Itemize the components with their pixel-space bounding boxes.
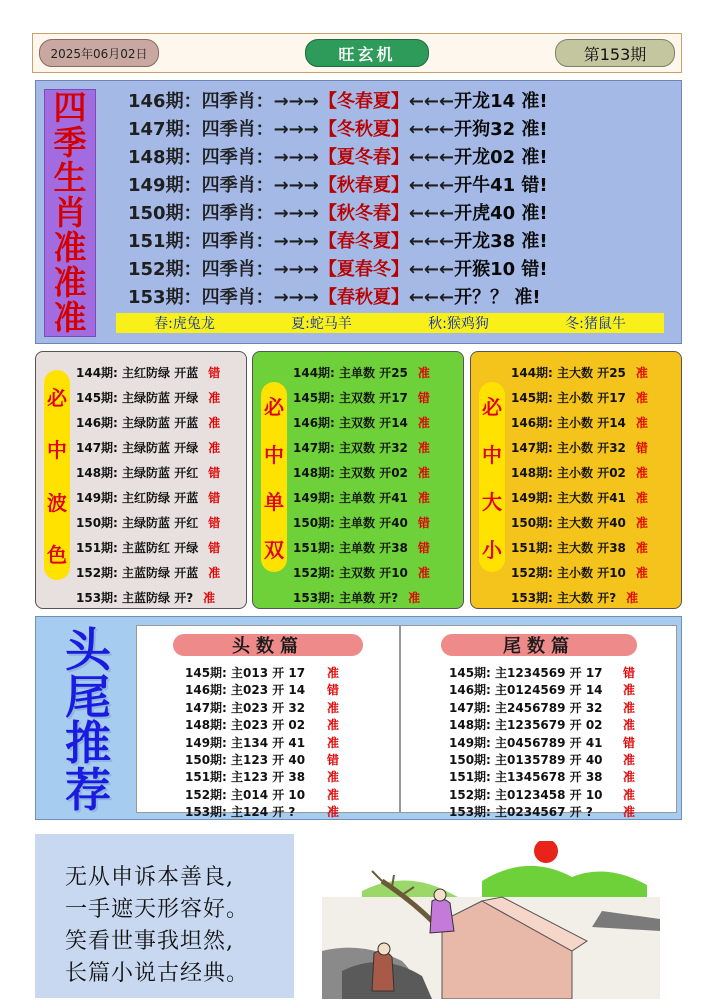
arrow-right: →→→ bbox=[273, 203, 319, 224]
row-text: 146期: 主绿防蓝 开蓝 bbox=[76, 416, 199, 430]
list-item bbox=[449, 664, 691, 681]
title-char: 头 bbox=[65, 623, 111, 678]
title-char: 准 bbox=[53, 298, 87, 338]
section-vertical-title bbox=[42, 623, 134, 817]
period-label: 150期： bbox=[128, 203, 202, 224]
arrow-right: →→→ bbox=[273, 259, 319, 280]
zodiac-set: 【秋冬春】 bbox=[318, 203, 409, 224]
prefix-label: 四季肖： bbox=[201, 203, 274, 224]
list-item bbox=[511, 439, 648, 456]
title-char: 小 bbox=[482, 537, 502, 562]
row-text: 153期: 主大数 开? bbox=[511, 591, 617, 605]
status-badge: 准 bbox=[208, 391, 221, 405]
row-text: 145期: 主013 开 17 bbox=[185, 666, 306, 680]
period-label: 146期： bbox=[128, 91, 202, 112]
status-badge: 准 bbox=[635, 466, 648, 480]
big-small-box bbox=[470, 351, 682, 609]
list-item bbox=[76, 464, 220, 481]
title-char: 必 bbox=[482, 395, 502, 420]
zodiac-row bbox=[128, 115, 548, 141]
title-char: 荐 bbox=[65, 762, 111, 817]
list-item bbox=[511, 589, 638, 606]
row-text: 153期: 主单数 开? bbox=[293, 591, 399, 605]
list-item bbox=[185, 716, 395, 733]
zodiac-row bbox=[128, 143, 548, 169]
title-char: 生 bbox=[53, 157, 87, 197]
list-item bbox=[449, 751, 691, 768]
legend-summer: 夏:蛇马羊 bbox=[291, 316, 352, 332]
row-text: 151期: 主1345678 开 38 bbox=[449, 770, 603, 785]
result-label: 开牛41 错! bbox=[454, 175, 548, 196]
row-text: 151期: 主蓝防红 开绿 bbox=[76, 541, 199, 555]
issue-label: 第153期 bbox=[555, 39, 675, 67]
status-badge: 准 bbox=[327, 735, 340, 750]
list-item bbox=[76, 439, 220, 456]
arrow-left: ←←← bbox=[408, 203, 455, 224]
status-badge: 准 bbox=[208, 566, 221, 580]
row-text: 148期: 主小数 开02 bbox=[511, 466, 626, 480]
poem-line: 长篇小说古经典。 bbox=[65, 961, 250, 986]
title-char: 色 bbox=[47, 543, 67, 568]
row-text: 153期: 主蓝防绿 开? bbox=[76, 591, 194, 605]
list-item bbox=[76, 539, 220, 556]
odd-even-box bbox=[252, 351, 464, 609]
list-item bbox=[76, 389, 220, 406]
list-item bbox=[293, 464, 430, 481]
row-text: 150期: 主绿防蓝 开红 bbox=[76, 516, 199, 530]
row-text: 148期: 主绿防蓝 开红 bbox=[76, 466, 199, 480]
period-label: 147期： bbox=[128, 119, 202, 140]
title-char: 推 bbox=[65, 716, 111, 771]
list-item bbox=[76, 514, 220, 531]
legend-spring: 春:虎兔龙 bbox=[154, 316, 215, 332]
row-text: 145期: 主1234569 开 17 bbox=[449, 666, 603, 680]
title-char: 波 bbox=[47, 490, 67, 515]
title-char: 准 bbox=[53, 263, 87, 303]
list-item bbox=[293, 389, 430, 406]
list-item bbox=[76, 489, 220, 506]
row-text: 152期: 主014 开 10 bbox=[185, 787, 306, 802]
row-text: 147期: 主小数 开32 bbox=[511, 441, 626, 455]
row-text: 150期: 主0135789 开 40 bbox=[449, 753, 603, 767]
row-text: 150期: 主123 开 40 bbox=[185, 753, 306, 767]
list-item bbox=[293, 364, 430, 381]
row-text: 152期: 主蓝防绿 开蓝 bbox=[76, 566, 199, 580]
status-badge: 错 bbox=[635, 441, 648, 455]
status-badge: 准 bbox=[623, 787, 636, 802]
prefix-label: 四季肖： bbox=[201, 175, 274, 196]
list-item bbox=[185, 699, 395, 716]
result-label: 开龙38 准! bbox=[454, 231, 548, 252]
page-title: 旺玄机 bbox=[305, 39, 429, 67]
title-char: 单 bbox=[264, 490, 284, 515]
box-vertical-title bbox=[44, 370, 70, 580]
row-text: 144期: 主单数 开25 bbox=[293, 366, 408, 380]
status-badge: 准 bbox=[635, 391, 648, 405]
arrow-left: ←←← bbox=[408, 231, 455, 252]
status-badge: 准 bbox=[417, 466, 430, 480]
row-text: 147期: 主2456789 开 32 bbox=[449, 700, 603, 715]
period-label: 152期： bbox=[128, 259, 202, 280]
row-text: 145期: 主小数 开17 bbox=[511, 391, 626, 405]
list-item bbox=[185, 734, 395, 751]
row-text: 145期: 主双数 开17 bbox=[293, 391, 408, 405]
row-text: 149期: 主单数 开41 bbox=[293, 491, 408, 505]
list-item bbox=[449, 803, 691, 820]
box-vertical-title bbox=[479, 382, 505, 572]
section-vertical-title bbox=[44, 89, 96, 337]
title-char: 必 bbox=[47, 385, 67, 410]
page-header bbox=[32, 33, 682, 73]
head-tail-section bbox=[35, 616, 682, 820]
row-text: 146期: 主小数 开14 bbox=[511, 416, 626, 430]
zodiac-set: 【夏春冬】 bbox=[318, 259, 409, 280]
zodiac-row bbox=[128, 255, 548, 281]
list-item bbox=[185, 681, 395, 698]
status-badge: 准 bbox=[417, 366, 430, 380]
list-item bbox=[293, 439, 430, 456]
row-text: 146期: 主双数 开14 bbox=[293, 416, 408, 430]
status-badge: 错 bbox=[623, 666, 636, 680]
list-item bbox=[76, 589, 215, 606]
title-char: 中 bbox=[264, 442, 284, 467]
list-item bbox=[293, 564, 430, 581]
status-badge: 准 bbox=[635, 491, 648, 505]
list-item bbox=[511, 539, 648, 556]
zodiac-set: 【夏冬春】 bbox=[318, 147, 409, 168]
status-badge: 错 bbox=[208, 366, 221, 380]
status-badge: 错 bbox=[623, 735, 636, 750]
arrow-right: →→→ bbox=[273, 91, 319, 112]
row-text: 146期: 主023 开 14 bbox=[185, 683, 306, 698]
prefix-label: 四季肖： bbox=[201, 231, 274, 252]
status-badge: 准 bbox=[327, 805, 340, 820]
period-label: 148期： bbox=[128, 147, 202, 168]
row-text: 151期: 主单数 开38 bbox=[293, 541, 408, 555]
panel-title: 尾数篇 bbox=[441, 634, 637, 656]
row-text: 149期: 主红防绿 开蓝 bbox=[76, 491, 199, 505]
title-char: 大 bbox=[482, 490, 502, 515]
title-char: 必 bbox=[264, 395, 284, 420]
title-char: 四 bbox=[53, 87, 87, 127]
status-badge: 错 bbox=[208, 491, 221, 505]
row-text: 153期: 主0234567 开 ? bbox=[449, 805, 593, 820]
row-text: 152期: 主双数 开10 bbox=[293, 566, 408, 580]
list-item bbox=[449, 716, 691, 733]
list-item bbox=[185, 751, 395, 768]
list-item bbox=[511, 364, 648, 381]
title-char: 中 bbox=[482, 442, 502, 467]
arrow-left: ←←← bbox=[408, 287, 455, 308]
row-text: 152期: 主0123458 开 10 bbox=[449, 787, 603, 802]
result-label: 开？？ 准! bbox=[454, 287, 541, 308]
list-item bbox=[293, 589, 420, 606]
head-number-panel bbox=[136, 625, 400, 820]
status-badge: 准 bbox=[623, 683, 636, 698]
row-text: 145期: 主绿防蓝 开绿 bbox=[76, 391, 199, 405]
zodiac-set: 【秋春夏】 bbox=[318, 175, 409, 196]
status-badge: 准 bbox=[417, 416, 430, 430]
row-text: 147期: 主绿防蓝 开绿 bbox=[76, 441, 199, 455]
legend-winter: 冬:猪鼠牛 bbox=[565, 316, 626, 332]
list-item bbox=[511, 489, 648, 506]
zodiac-set: 【春秋夏】 bbox=[318, 287, 409, 308]
arrow-left: ←←← bbox=[408, 91, 455, 112]
status-badge: 错 bbox=[208, 466, 221, 480]
zodiac-row bbox=[128, 227, 548, 253]
list-item bbox=[293, 539, 430, 556]
title-char: 准 bbox=[53, 228, 87, 268]
status-badge: 准 bbox=[327, 787, 340, 802]
prefix-label: 四季肖： bbox=[201, 259, 274, 280]
status-badge: 准 bbox=[623, 753, 636, 767]
arrow-left: ←←← bbox=[408, 259, 455, 280]
result-label: 开猴10 错! bbox=[454, 259, 548, 280]
status-badge: 错 bbox=[417, 541, 430, 555]
poem-line: 无从申诉本善良, bbox=[65, 865, 234, 890]
status-badge: 准 bbox=[417, 441, 430, 455]
row-text: 147期: 主双数 开32 bbox=[293, 441, 408, 455]
prefix-label: 四季肖： bbox=[201, 91, 274, 112]
zodiac-set: 【冬秋夏】 bbox=[318, 119, 409, 140]
row-text: 153期: 主124 开 ? bbox=[185, 805, 296, 820]
poem-box bbox=[35, 834, 294, 998]
list-item bbox=[293, 414, 430, 431]
status-badge: 错 bbox=[327, 753, 340, 767]
title-char: 肖 bbox=[53, 192, 87, 232]
row-text: 152期: 主小数 开10 bbox=[511, 566, 626, 580]
list-item bbox=[185, 768, 395, 785]
row-text: 147期: 主023 开 32 bbox=[185, 700, 306, 715]
arrow-right: →→→ bbox=[273, 175, 319, 196]
title-char: 尾 bbox=[65, 669, 111, 724]
prefix-label: 四季肖： bbox=[201, 147, 274, 168]
arrow-left: ←←← bbox=[408, 147, 455, 168]
status-badge: 错 bbox=[417, 391, 430, 405]
status-badge: 准 bbox=[408, 591, 421, 605]
status-badge: 准 bbox=[417, 491, 430, 505]
zodiac-row bbox=[128, 199, 548, 225]
list-item bbox=[185, 786, 395, 803]
list-item bbox=[293, 514, 430, 531]
row-text: 146期: 主0124569 开 14 bbox=[449, 683, 603, 698]
list-item bbox=[76, 414, 220, 431]
zodiac-row bbox=[128, 283, 541, 309]
prefix-label: 四季肖： bbox=[201, 119, 274, 140]
status-badge: 准 bbox=[208, 416, 221, 430]
list-item bbox=[511, 414, 648, 431]
status-badge: 准 bbox=[635, 566, 648, 580]
result-label: 开虎40 准! bbox=[454, 203, 548, 224]
row-text: 148期: 主1235679 开 02 bbox=[449, 718, 603, 733]
status-badge: 准 bbox=[635, 416, 648, 430]
result-label: 开龙02 准! bbox=[454, 147, 548, 168]
list-item bbox=[449, 699, 691, 716]
title-char: 双 bbox=[264, 537, 284, 562]
arrow-left: ←←← bbox=[408, 175, 455, 196]
status-badge: 错 bbox=[208, 541, 221, 555]
title-char: 季 bbox=[53, 122, 87, 162]
panel-title: 头数篇 bbox=[173, 634, 363, 656]
arrow-right: →→→ bbox=[273, 287, 319, 308]
box-vertical-title bbox=[261, 382, 287, 572]
status-badge: 准 bbox=[417, 566, 430, 580]
date-label: 2025年06月02日 bbox=[39, 39, 159, 67]
status-badge: 准 bbox=[327, 700, 340, 715]
poem-line: 笑看世事我坦然, bbox=[65, 929, 234, 954]
row-text: 148期: 主双数 开02 bbox=[293, 466, 408, 480]
row-text: 149期: 主大数 开41 bbox=[511, 491, 626, 505]
list-item bbox=[511, 564, 648, 581]
row-text: 151期: 主123 开 38 bbox=[185, 770, 306, 785]
status-badge: 准 bbox=[635, 541, 648, 555]
status-badge: 准 bbox=[327, 718, 340, 733]
status-badge: 错 bbox=[327, 683, 340, 698]
status-badge: 准 bbox=[623, 718, 636, 733]
list-item bbox=[449, 768, 691, 785]
status-badge: 准 bbox=[623, 805, 636, 820]
list-item bbox=[511, 514, 648, 531]
list-item bbox=[449, 786, 691, 803]
row-text: 149期: 主0456789 开 41 bbox=[449, 735, 603, 750]
list-item bbox=[185, 664, 395, 681]
list-item bbox=[293, 489, 430, 506]
status-badge: 准 bbox=[623, 770, 636, 785]
period-label: 153期： bbox=[128, 287, 202, 308]
period-label: 151期： bbox=[128, 231, 202, 252]
status-badge: 错 bbox=[208, 516, 221, 530]
list-item bbox=[185, 803, 395, 820]
list-item bbox=[511, 464, 648, 481]
status-badge: 准 bbox=[203, 591, 216, 605]
wave-color-box bbox=[35, 351, 247, 609]
status-badge: 准 bbox=[327, 770, 340, 785]
list-item bbox=[76, 564, 220, 581]
status-badge: 准 bbox=[626, 591, 639, 605]
title-char: 中 bbox=[47, 438, 67, 463]
status-badge: 准 bbox=[623, 700, 636, 715]
arrow-right: →→→ bbox=[273, 147, 319, 168]
legend-autumn: 秋:猴鸡狗 bbox=[428, 316, 489, 332]
status-badge: 错 bbox=[417, 516, 430, 530]
zodiac-row bbox=[128, 87, 548, 113]
arrow-right: →→→ bbox=[273, 119, 319, 140]
result-label: 开龙14 准! bbox=[454, 91, 548, 112]
arrow-right: →→→ bbox=[273, 231, 319, 252]
status-badge: 准 bbox=[635, 516, 648, 530]
row-text: 150期: 主单数 开40 bbox=[293, 516, 408, 530]
result-label: 开狗32 准! bbox=[454, 119, 548, 140]
period-label: 149期： bbox=[128, 175, 202, 196]
zodiac-set: 【冬春夏】 bbox=[318, 91, 409, 112]
row-text: 150期: 主大数 开40 bbox=[511, 516, 626, 530]
list-item bbox=[76, 364, 220, 381]
row-text: 149期: 主134 开 41 bbox=[185, 735, 306, 750]
row-text: 144期: 主大数 开25 bbox=[511, 366, 626, 380]
tail-number-panel bbox=[400, 625, 677, 820]
season-legend bbox=[116, 313, 664, 333]
status-badge: 准 bbox=[327, 666, 340, 680]
row-text: 148期: 主023 开 02 bbox=[185, 718, 306, 733]
poem-line: 一手遮天形容好。 bbox=[65, 897, 250, 922]
status-badge: 准 bbox=[208, 441, 221, 455]
list-item bbox=[449, 734, 691, 751]
zodiac-set: 【春冬夏】 bbox=[318, 231, 409, 252]
arrow-left: ←←← bbox=[408, 119, 455, 140]
prefix-label: 四季肖： bbox=[201, 287, 274, 308]
row-text: 144期: 主红防绿 开蓝 bbox=[76, 366, 199, 380]
four-season-zodiac-section bbox=[35, 80, 682, 344]
zodiac-row bbox=[128, 171, 548, 197]
list-item bbox=[449, 681, 691, 698]
row-text: 151期: 主大数 开38 bbox=[511, 541, 626, 555]
landscape-illustration bbox=[322, 841, 660, 999]
status-badge: 准 bbox=[635, 366, 648, 380]
list-item bbox=[511, 389, 648, 406]
